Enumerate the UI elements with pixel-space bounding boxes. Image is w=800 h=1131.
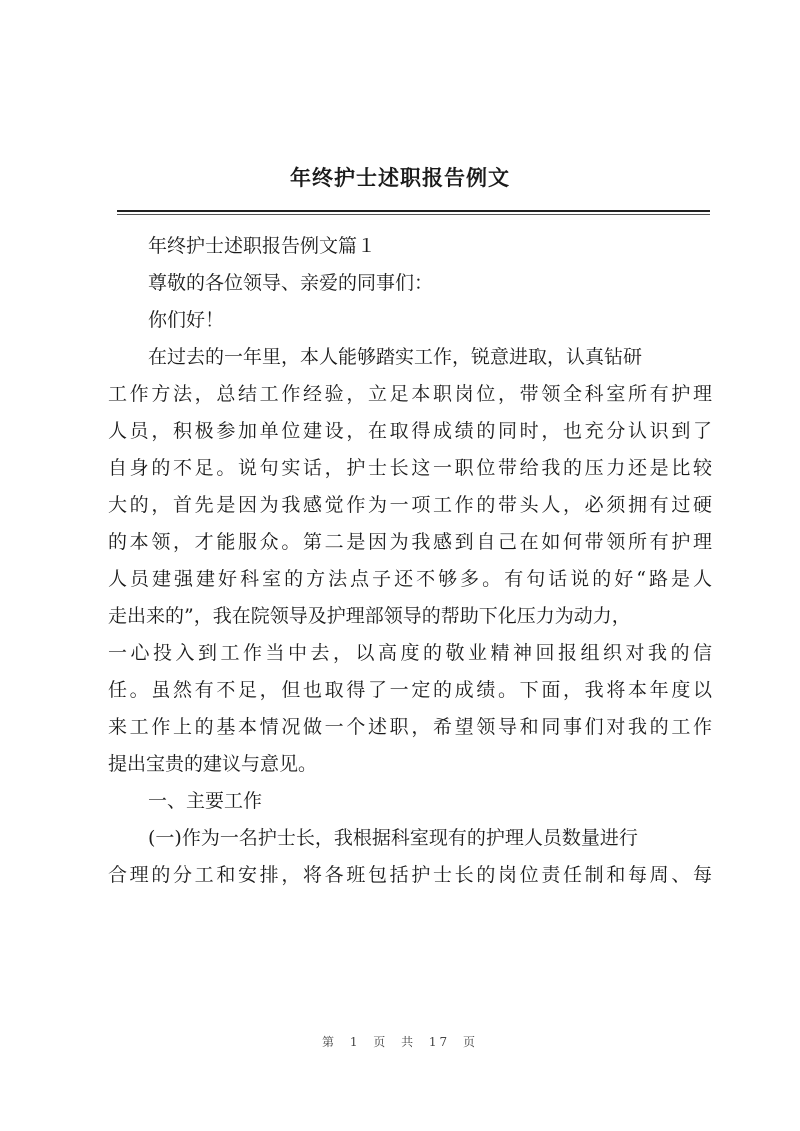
title-underline-thin	[117, 214, 710, 215]
body-line: 大的，首先是因为我感觉作为一项工作的带头人，必须拥有过硬	[108, 494, 712, 516]
body-line: 走出来的”，我在院领导及护理部领导的帮助下化压力为动力，	[108, 605, 631, 627]
body-line: 提出宝贵的建议与意见。	[108, 753, 318, 775]
body-line: 人员建强建好科室的方法点子还不够多。有句话说的好“路是人	[108, 568, 712, 590]
body-line: 一心投入到工作当中去，以高度的敬业精神回报组织对我的信	[108, 642, 712, 664]
body-line: 工作方法，总结工作经验，立足本职岗位，带领全科室所有护理	[108, 383, 712, 405]
body-line: 自身的不足。说句实话，护士长这一职位带给我的压力还是比较	[108, 457, 712, 479]
body-line: 的本领，才能服众。第二是因为我感到自己在如何带领所有护理	[108, 531, 712, 553]
body-line: (一)作为一名护士长，我根据科室现有的护理人员数量进行	[148, 827, 638, 849]
body-line: 一、主要工作	[148, 790, 263, 812]
body-line: 合理的分工和安排，将各班包括护士长的岗位责任制和每周、每	[108, 864, 712, 886]
body-line: 来工作上的基本情况做一个述职，希望领导和同事们对我的工作	[108, 716, 712, 738]
body-line: 任。虽然有不足，但也取得了一定的成绩。下面，我将本年度以	[108, 679, 712, 701]
document-title: 年终护士述职报告例文	[290, 165, 510, 190]
body-line: 尊敬的各位领导、亲爱的同事们：	[148, 272, 434, 294]
body-line: 你们好！	[148, 309, 225, 331]
document-body	[108, 228, 712, 894]
page-footer: 第 1 页 共 17 页	[322, 1035, 478, 1049]
body-line: 人员，积极参加单位建设，在取得成绩的同时，也充分认识到了	[108, 420, 712, 442]
title-underline	[117, 210, 710, 212]
body-line: 年终护士述职报告例文篇１	[148, 235, 377, 257]
body-line: 在过去的一年里，本人能够踏实工作，锐意进取，认真钻研	[148, 346, 643, 368]
